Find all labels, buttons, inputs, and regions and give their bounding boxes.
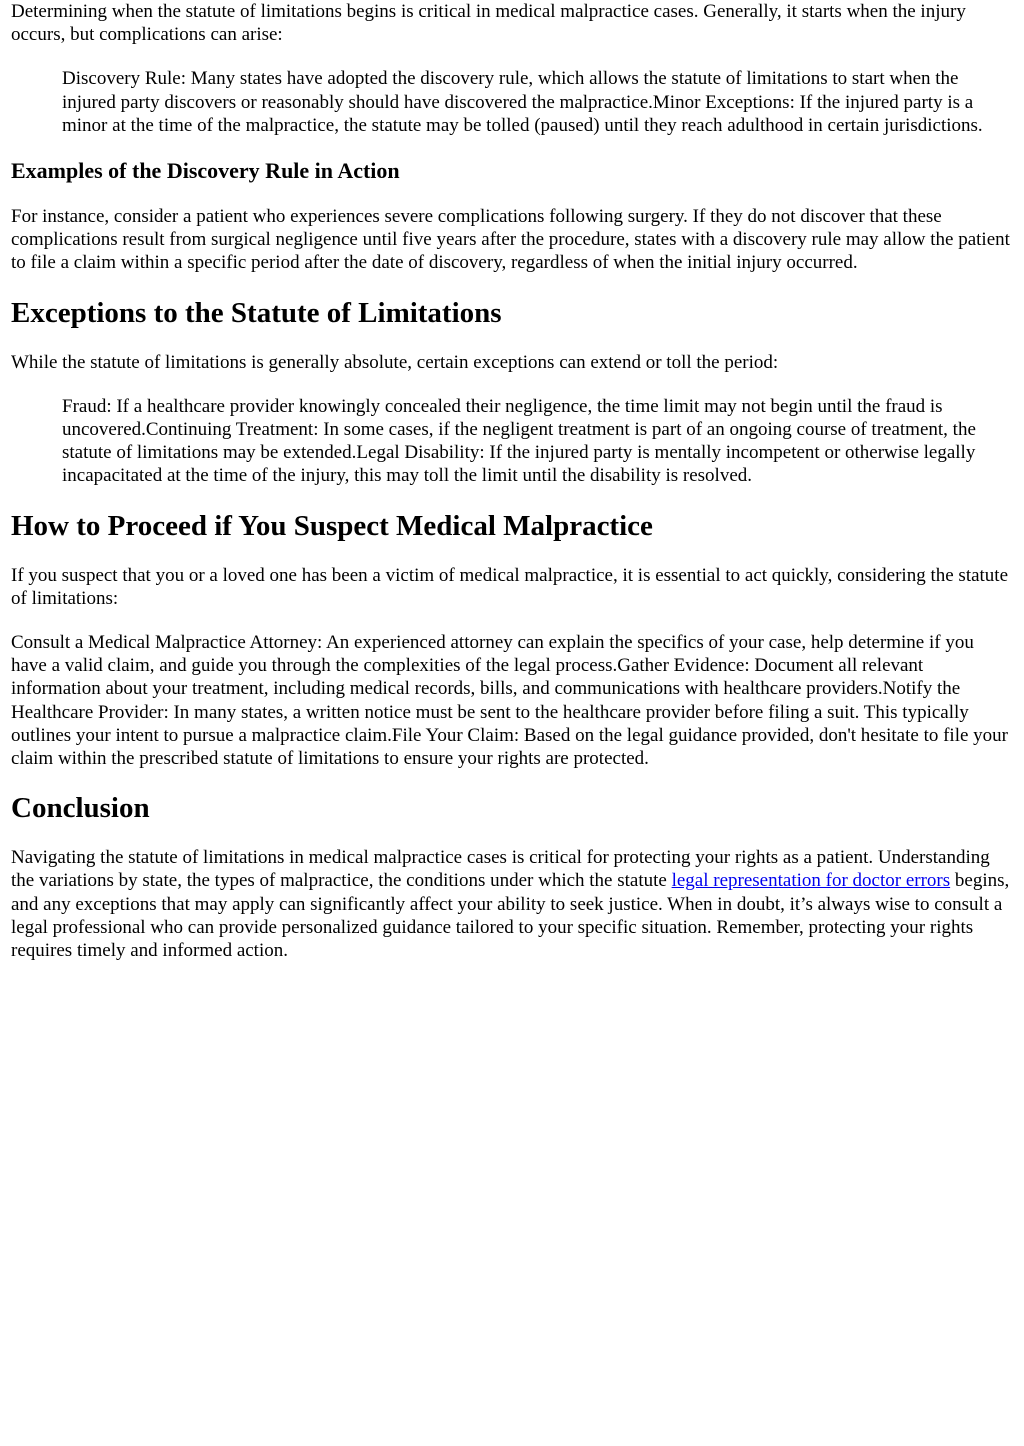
legal-representation-link[interactable]: legal representation for doctor errors [671, 870, 951, 892]
conclusion-text-before-link: Navigating the statute of limitations in medical malpractice cases is critical for protecting your rights as a patient. Understanding the variations by state, the types of malpractice, the conditions under which the statute [11, 847, 990, 892]
intro-paragraph: Determining when the statute of limitations begins is critical in medical malpractice cases. Generally, it starts when the injury occurs, but complications can arise: [11, 1, 966, 46]
proceed-steps-paragraph: Consult a Medical Malpractice Attorney: An experienced attorney can explain the specifics of your case, help determine if you have a valid claim, and guide you through the complexities of the legal process.Gather Evidence: Document all relevant information about your treatment, including medical records, bills, and communications with healthcare providers.Notify the Healthcare Provider: In many states, a written notice must be sent to the healthcare provider before filing a suit. This typically outlines your intent to pursue a malpractice claim.File Your Claim: Based on the legal guidance provided, don't hesitate to file your claim within the prescribed statute of limitations to ensure your rights are protected. [11, 632, 1008, 770]
conclusion-text-after-link: begins, and any exceptions that may apply can significantly affect your ability to seek justice. When in doubt, it’s always wise to consult a legal professional who can provide personalized guidance tailored to your specific situation. Remember, protecting your rights requires timely and informed action. [11, 870, 1010, 962]
conclusion-paragraph [11, 846, 1014, 962]
examples-heading: Examples of the Discovery Rule in Action [11, 158, 400, 184]
proceed-paragraph: If you suspect that you or a loved one has been a victim of medical malpractice, it is essential to act quickly, considering the statute of limitations: [11, 564, 1009, 609]
exceptions-quote: Fraud: If a healthcare provider knowingly concealed their negligence, the time limit may not begin until the fraud is uncovered.Continuing Treatment: In some cases, if the negligent treatment is part of an ongoing course of treatment, the statute of limitations may be extended.Legal Disability: If the injured party is mentally incompetent or otherwise legally incapacitated at the time of the injury, this may toll the limit until the disability is resolved. [62, 395, 976, 487]
conclusion-heading: Conclusion [11, 792, 150, 825]
exceptions-paragraph: While the statute of limitations is generally absolute, certain exceptions can extend or toll the period: [11, 351, 779, 373]
proceed-heading: How to Proceed if You Suspect Medical Malpractice [11, 509, 653, 542]
examples-paragraph: For instance, consider a patient who experiences severe complications following surgery. If they do not discover that these complications result from surgical negligence until five years after the procedure, states with a discovery rule may allow the patient to file a claim within a specific period after the date of discovery, regardless of when the initial injury occurred. [11, 206, 1010, 274]
discovery-rule-quote: Discovery Rule: Many states have adopted the discovery rule, which allows the statute of limitations to start when the injured party discovers or reasonably should have discovered the malpractice.Minor Exceptions: If the injured party is a minor at the time of the malpractice, the statute may be tolled (paused) until they reach adulthood in certain jurisdictions. [62, 68, 983, 136]
exceptions-heading: Exceptions to the Statute of Limitations [11, 296, 502, 329]
